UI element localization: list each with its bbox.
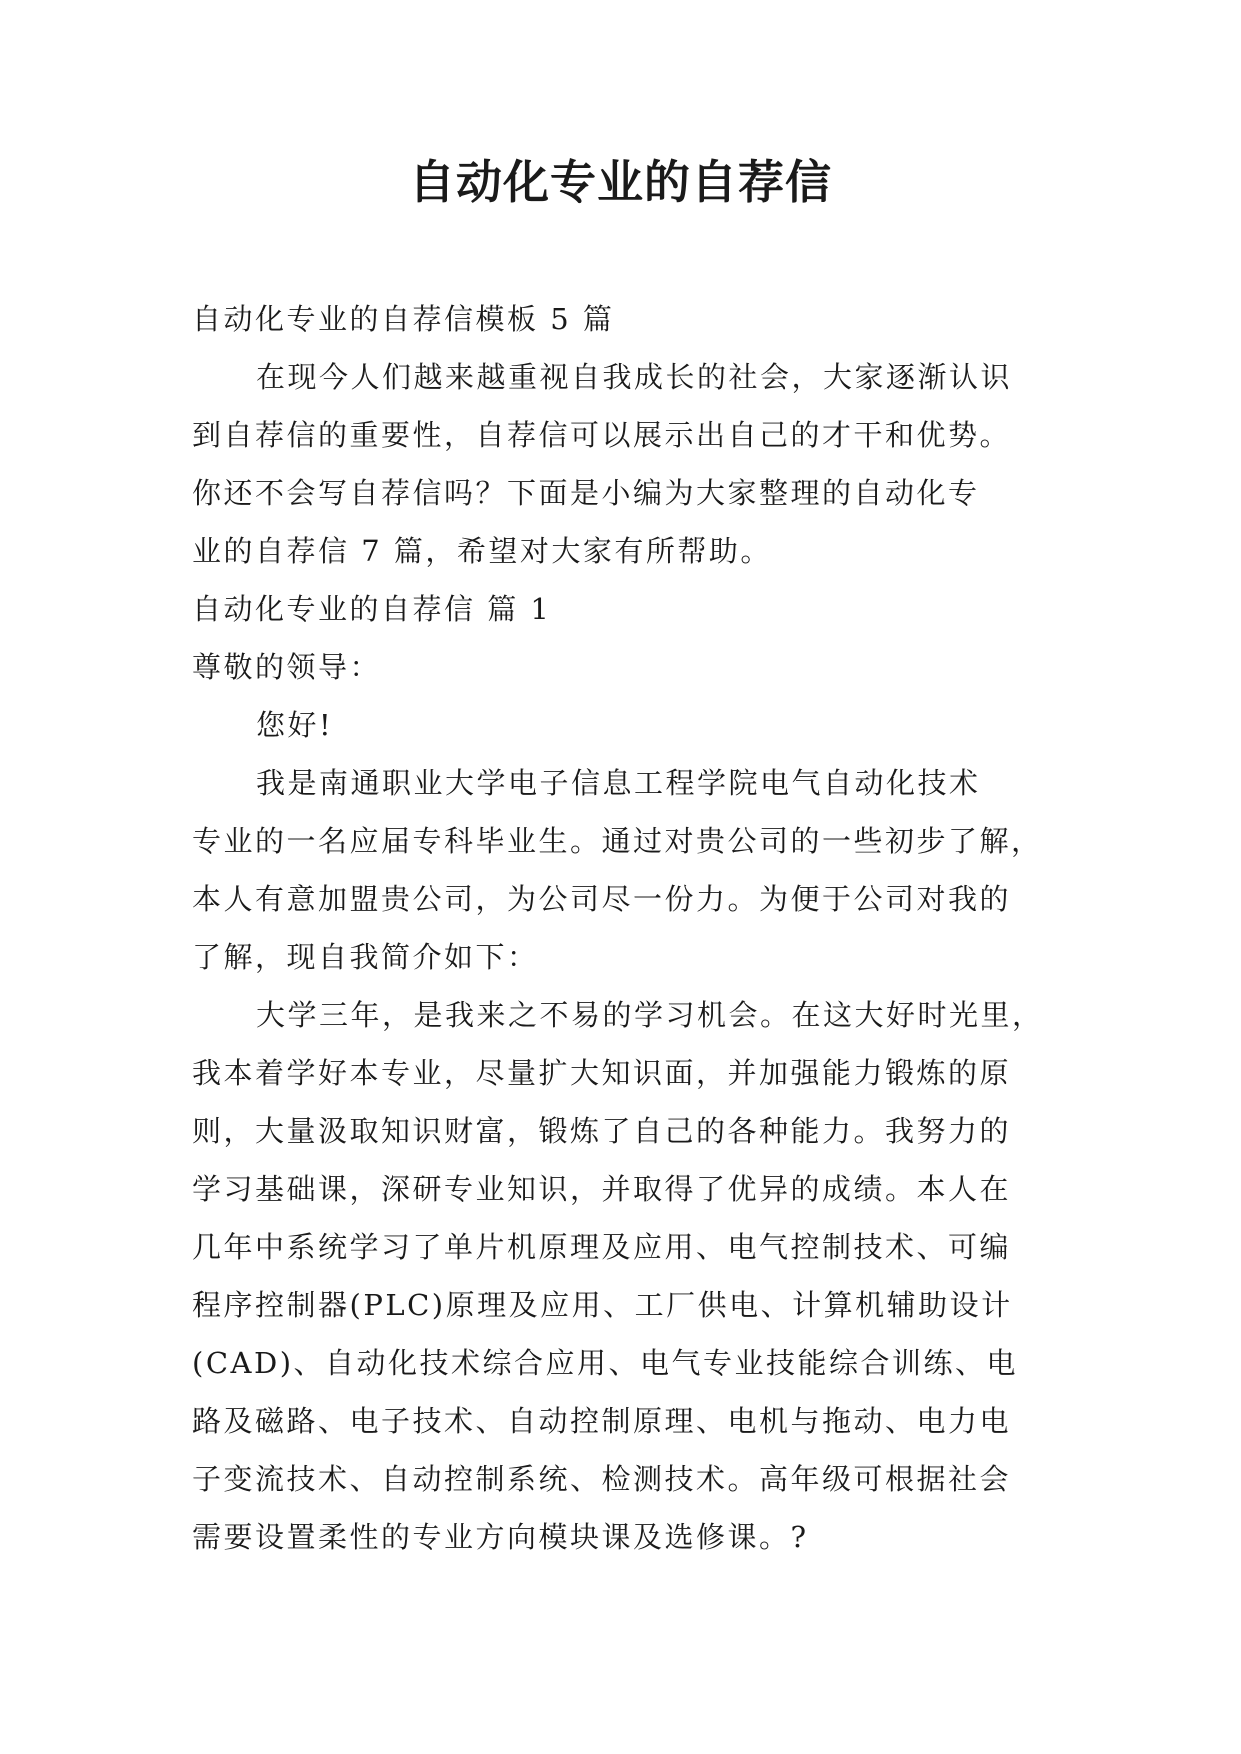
body-line: 则，大量汲取知识财富，锻炼了自己的各种能力。我努力的 bbox=[192, 1114, 1012, 1148]
body-line: 程序控制器(PLC)原理及应用、工厂供电、计算机辅助设计 bbox=[192, 1288, 1013, 1322]
body-line: 我本着学好本专业，尽量扩大知识面，并加强能力锻炼的原 bbox=[192, 1056, 1012, 1090]
body-line: 路及磁路、电子技术、自动控制原理、电机与拖动、电力电 bbox=[192, 1404, 1012, 1438]
body-line: 几年中系统学习了单片机原理及应用、电气控制技术、可编 bbox=[192, 1230, 1012, 1264]
body-line: 本人有意加盟贵公司，为公司尽一份力。为便于公司对我的 bbox=[192, 882, 1012, 916]
body-line: 大学三年，是我来之不易的学习机会。在这大好时光里， bbox=[256, 998, 1044, 1032]
body-line: 在现今人们越来越重视自我成长的社会，大家逐渐认识 bbox=[256, 360, 1013, 394]
body-line: 您好! bbox=[256, 708, 334, 742]
body-line: 我是南通职业大学电子信息工程学院电气自动化技术 bbox=[256, 766, 981, 800]
body-line: 自动化专业的自荐信模板 5 篇 bbox=[192, 302, 615, 336]
body-line: 尊敬的领导： bbox=[192, 650, 382, 684]
body-line: (CAD)、自动化技术综合应用、电气专业技能综合训练、电 bbox=[192, 1346, 1019, 1380]
body-line: 专业的一名应届专科毕业生。通过对贵公司的一些初步了解， bbox=[192, 824, 1043, 858]
body-line: 学习基础课，深研专业知识，并取得了优异的成绩。本人在 bbox=[192, 1172, 1012, 1206]
body-line: 你还不会写自荐信吗？下面是小编为大家整理的自动化专 bbox=[192, 476, 980, 510]
body-line: 自动化专业的自荐信 篇 1 bbox=[192, 592, 552, 626]
body-line: 业的自荐信 7 篇，希望对大家有所帮助。 bbox=[192, 534, 772, 568]
body-line: 到自荐信的重要性，自荐信可以展示出自己的才干和优势。 bbox=[192, 418, 1012, 452]
document-title: 自动化专业的自荐信 bbox=[409, 155, 832, 209]
document-body bbox=[192, 290, 1062, 1566]
body-line: 需要设置柔性的专业方向模块课及选修课。? bbox=[192, 1520, 809, 1554]
body-line: 了解，现自我简介如下： bbox=[192, 940, 539, 974]
body-line: 子变流技术、自动控制系统、检测技术。高年级可根据社会 bbox=[192, 1462, 1012, 1496]
